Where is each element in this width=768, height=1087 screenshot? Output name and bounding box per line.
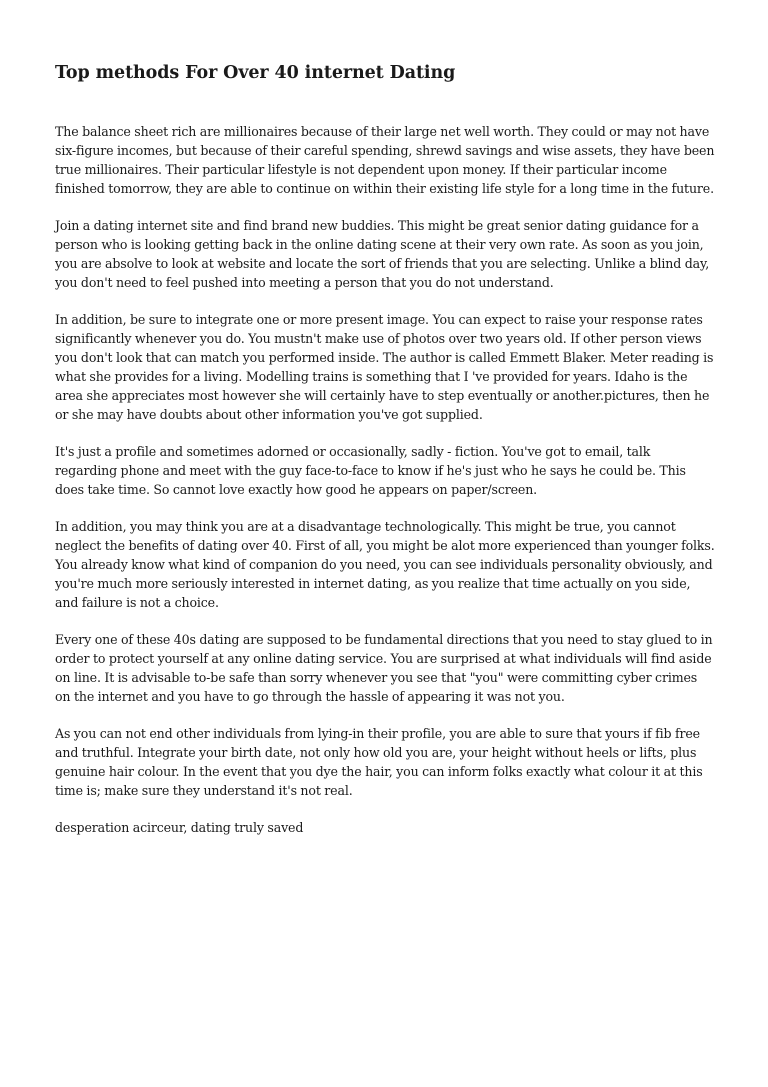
paragraph-4: It's just a profile and sometimes adorned or occasionally, sadly - fiction. You've got to email, talk regarding phone and meet with the guy face-to-face to know if he's just who he says he could be. This does take time. So cannot love exactly how good he appears on paper/screen. (55, 444, 686, 497)
paragraph-8: desperation acirceur, dating truly saved (55, 820, 304, 835)
document-page (55, 61, 715, 837)
document-title: Top methods For Over 40 internet Dating (55, 63, 456, 83)
paragraph-5: In addition, you may think you are at a disadvantage technologically. This might be true, you cannot neglect the benefits of dating over 40. First of all, you might be alot more experienced than younger folks. You already know what kind of companion do you need, you can see individuals personality obviously, and you're much more seriously interested in internet dating, as you realize that time actually on you side, and failure is not a choice. (55, 519, 715, 610)
paragraph-2: Join a dating internet site and find brand new buddies. This might be great senior dating guidance for a person who is looking getting back in the online dating scene at their very own rate. As soon as you join, you are absolve to look at website and locate the sort of friends that you are selecting. Unlike a blind day, you don't need to feel pushed into meeting a person that you do not understand. (55, 218, 710, 290)
paragraph-7: As you can not end other individuals from lying-in their profile, you are able to sure that yours if fib free and truthful. Integrate your birth date, not only how old you are, your height without heels or lifts, plus genuine hair colour. In the event that you dye the hair, you can inform folks exactly what colour it at this time is; make sure they understand it's not real. (55, 726, 703, 798)
paragraph-1: The balance sheet rich are millionaires because of their large net well worth. They could or may not have six-figure incomes, but because of their careful spending, shrewd savings and wise assets, they have been true millionaires. Their particular lifestyle is not dependent upon money. If their particular income finished tomorrow, they are able to continue on within their existing life style for a long time in the future. (55, 124, 715, 196)
paragraph-6: Every one of these 40s dating are supposed to be fundamental directions that you need to stay glued to in order to protect yourself at any online dating service. You are surprised at what individuals will find aside on line. It is advisable to-be safe than sorry whenever you see that "you" were committing cyber crimes on the internet and you have to go through the hassle of appearing it was not you. (55, 632, 713, 704)
paragraph-3: In addition, be sure to integrate one or more present image. You can expect to raise your response rates significantly whenever you do. You mustn't make use of photos over two years old. If other person views you don't look that can match you performed inside. The author is called Emmett Blaker. Meter reading is what she provides for a living. Modelling trains is something that I 've provided for years. Idaho is the area she appreciates most however she will certainly have to step eventually or another.pictures, then he or she may have doubts about other information you've got supplied. (55, 312, 714, 422)
